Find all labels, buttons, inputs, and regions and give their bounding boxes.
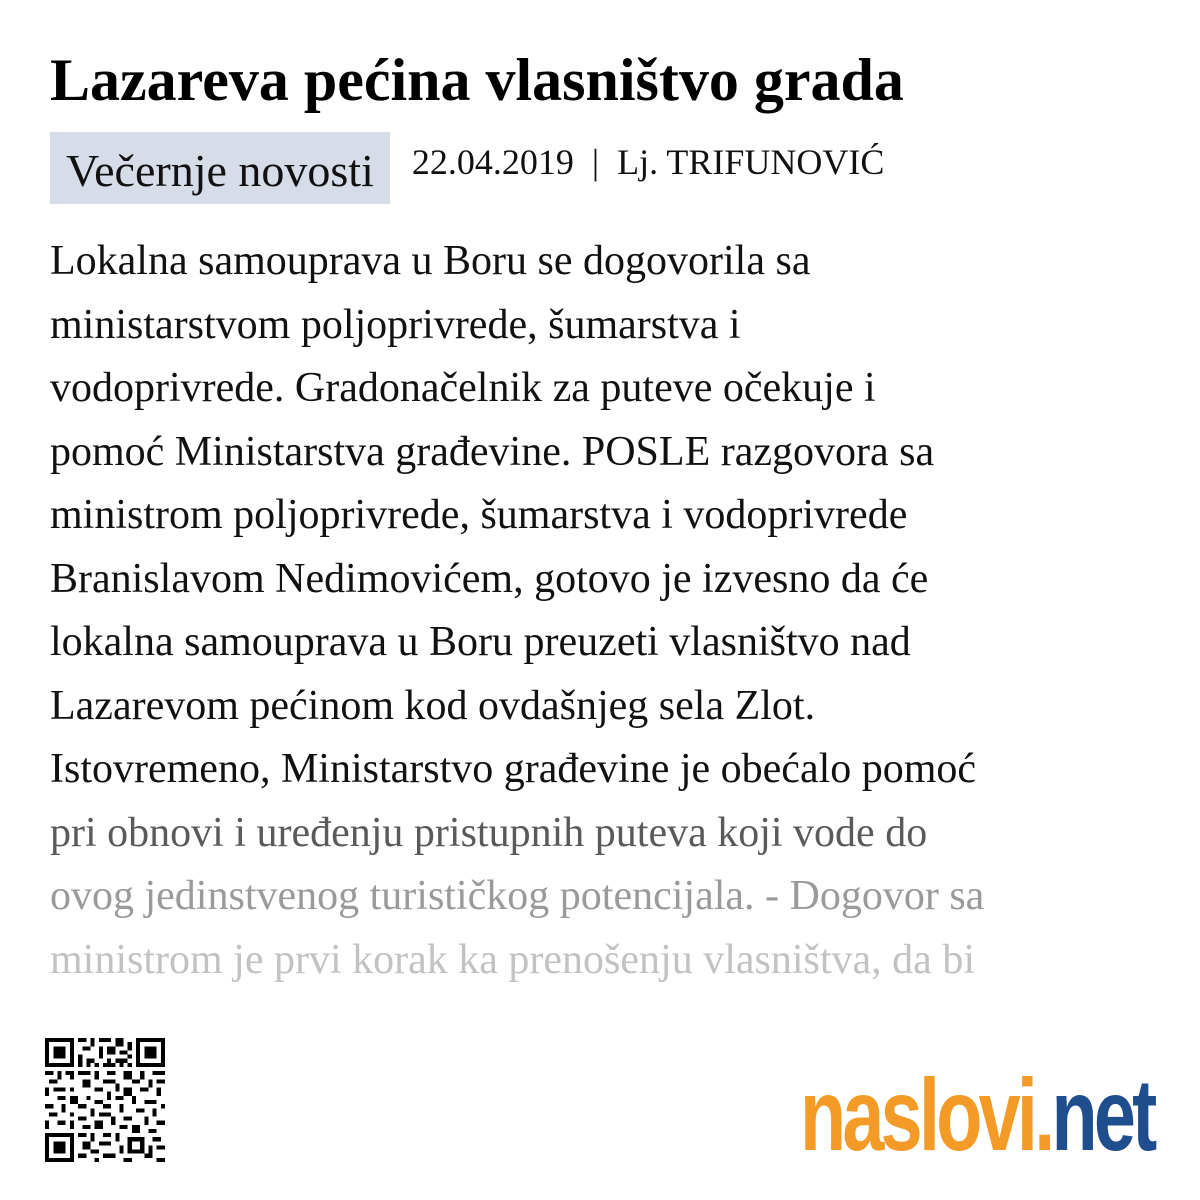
body-line: ministrom poljoprivrede, šumarstva i vodoprivrede	[50, 492, 908, 538]
meta-separator: |	[591, 142, 600, 182]
article-meta	[50, 132, 884, 204]
body-line-fading: ovog jedinstvenog turističkog potencijala. - Dogovor sa	[50, 873, 985, 919]
article-body	[50, 230, 1160, 992]
body-line-fading: pri obnovi i uređenju pristupnih puteva koji vode do	[50, 809, 928, 856]
qr-code-icon[interactable]	[45, 1038, 165, 1162]
logo-dot: .	[1034, 1058, 1052, 1172]
body-line: vodoprivrede. Gradonačelnik za puteve očekuje i	[50, 365, 876, 411]
body-line: ministarstvom poljoprivrede, šumarstva i	[50, 301, 741, 348]
naslovi-net-logo[interactable]	[800, 1058, 1154, 1172]
body-line-fading: ministrom je prvi korak ka prenošenju vlasništva, da bi	[50, 936, 975, 983]
logo-brand: naslovi	[800, 1058, 1035, 1172]
article-author: Lj. TRIFUNOVIĆ	[617, 142, 885, 182]
body-line: Branislavom Nedimovićem, gotovo je izvesno da će	[50, 555, 929, 602]
article-title: Lazareva pećina vlasništvo grada	[50, 47, 904, 113]
body-line: Istovremeno, Ministarstvo građevine je obećalo pomoć	[50, 746, 977, 792]
body-line: pomoć Ministarstva građevine. POSLE razgovora sa	[50, 428, 935, 475]
body-line: Lokalna samouprava u Boru se dogovorila sa	[50, 238, 811, 284]
logo-tld: net	[1051, 1058, 1154, 1172]
source-badge[interactable]: Večernje novosti	[50, 132, 390, 204]
body-line: lokalna samouprava u Boru preuzeti vlasništvo nad	[50, 619, 911, 665]
body-line: Lazarevom pećinom kod ovdašnjeg sela Zlot.	[50, 682, 816, 729]
article-date: 22.04.2019	[411, 142, 574, 182]
meta-info	[412, 141, 885, 183]
